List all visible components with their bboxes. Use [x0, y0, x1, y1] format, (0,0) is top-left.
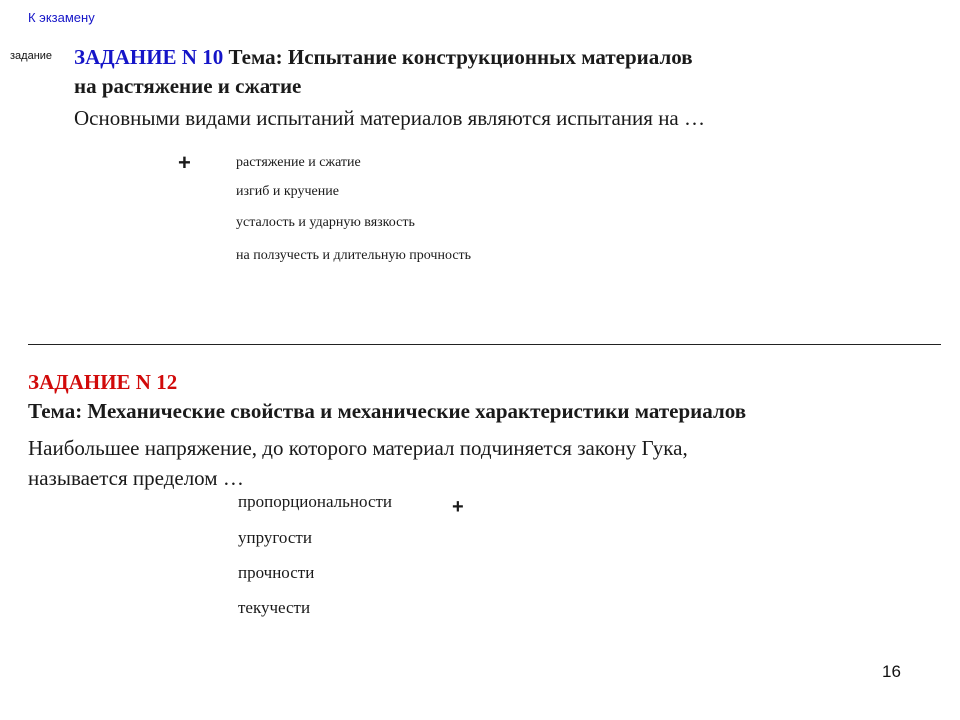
task1-option-2[interactable]: изгиб и кручение [236, 184, 339, 199]
task1-option-1[interactable]: растяжение и сжатие [236, 155, 361, 170]
task2-correct-mark: + [452, 496, 464, 518]
page-number: 16 [882, 662, 901, 681]
task2-question-line1: Наибольшее напряжение, до которого материал подчиняется закону Гука, [28, 436, 688, 460]
task1-correct-mark: + [178, 150, 191, 175]
task2-number: ЗАДАНИЕ N 12 [28, 370, 178, 394]
task1-question: Основными видами испытаний материалов являются испытания на … [74, 106, 706, 130]
task1-option-4[interactable]: на ползучесть и длительную прочность [236, 248, 472, 263]
task2-header [28, 368, 948, 426]
task1-topic-line2: на растяжение и сжатие [74, 74, 302, 98]
task2-topic: Тема: Механические свойства и механические характеристики материалов [28, 399, 747, 423]
task1-topic-line1: Тема: Испытание конструкционных материалов [228, 45, 693, 69]
task2-question [28, 433, 908, 493]
section-divider [28, 344, 941, 345]
task1-option-3[interactable]: усталость и ударную вязкость [236, 215, 415, 230]
task2-option-2[interactable]: упругости [238, 528, 312, 547]
task2-option-4[interactable]: текучести [238, 598, 311, 617]
task-button[interactable]: задание [10, 50, 53, 62]
task2-option-1[interactable]: пропорциональности [238, 492, 393, 511]
back-to-exam-link[interactable]: К экзамену [28, 10, 95, 25]
task1-header [74, 43, 914, 101]
task2-option-3[interactable]: прочности [238, 563, 315, 582]
task1-number: ЗАДАНИЕ N 10 [74, 45, 224, 69]
task2-question-line2: называется пределом … [28, 466, 244, 490]
